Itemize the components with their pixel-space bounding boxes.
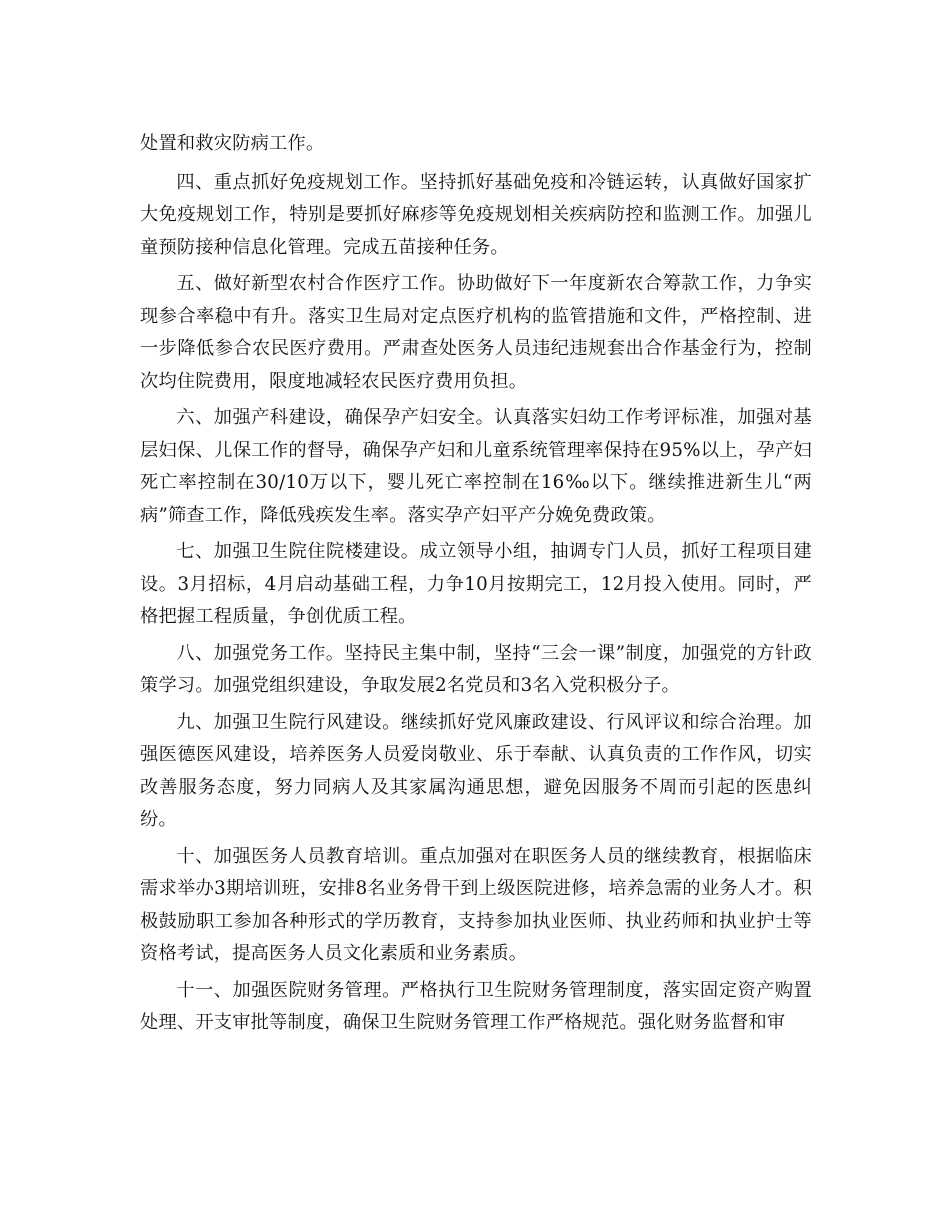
document-page [140, 128, 812, 1044]
paragraph-conduct: 九、加强卫生院行风建设。继续抓好党风廉政建设、行风评议和综合治理。加强医德医风建设，培养医务人员爱岗敬业、乐于奉献、认真负责的工作作风，切实改善服务态度，努力同病人及其家属沟通思想，避免因服务不周而引起的医患纠纷。 [140, 711, 812, 830]
paragraph-continuation: 处置和救灾防病工作。 [140, 133, 325, 154]
paragraph-rural-cooperative-medical: 五、做好新型农村合作医疗工作。协助做好下一年度新农合筹款工作，力争实现参合率稳中有升。落实卫生局对定点医疗机构的监管措施和文件，严格控制、进一步降低参合农民医疗费用。严肃查处医务人员违纪违规套出合作基金行为，控制次均住院费用，限度地减轻农民医疗费用负担。 [140, 273, 812, 392]
paragraph-finance: 十一、加强医院财务管理。严格执行卫生院财务管理制度，落实固定资产购置处理、开支审批等制度，确保卫生院财务管理工作严格规范。强化财务监督和审 [140, 979, 812, 1033]
paragraph-training: 十、加强医务人员教育培训。重点加强对在职医务人员的继续教育，根据临床需求举办3期培训班，安排8名业务骨干到上级医院进修，培养急需的业务人才。积极鼓励职工参加各种形式的学历教育，支持参加执业医师、执业药师和执业护士等资格考试，提高医务人员文化素质和业务素质。 [140, 845, 812, 964]
paragraph-party-affairs: 八、加强党务工作。坚持民主集中制，坚持“三会一课”制度，加强党的方针政策学习。加强党组织建设，争取发展2名党员和3名入党积极分子。 [140, 642, 812, 696]
paragraph-inpatient-building: 七、加强卫生院住院楼建设。成立领导小组，抽调专门人员，抓好工程项目建设。3月招标，4月启动基础工程，力争10月按期完工，12月投入使用。同时，严格把握工程质量，争创优质工程。 [140, 541, 812, 627]
paragraph-immunization: 四、重点抓好免疫规划工作。坚持抓好基础免疫和冷链运转，认真做好国家扩大免疫规划工作，特别是要抓好麻疹等免疫规划相关疾病防控和监测工作。加强儿童预防接种信息化管理。完成五苗接种任务。 [140, 171, 812, 258]
paragraph-obstetrics: 六、加强产科建设，确保孕产妇安全。认真落实妇幼工作考评标准，加强对基层妇保、儿保工作的督导，确保孕产妇和儿童系统管理率保持在95%以上，孕产妇死亡率控制在30/10万以下，婴儿死亡率控制在16‰以下。继续推进新生儿“两病”筛查工作，降低残疾发生率。落实孕产妇平产分娩免费政策。 [140, 407, 812, 526]
